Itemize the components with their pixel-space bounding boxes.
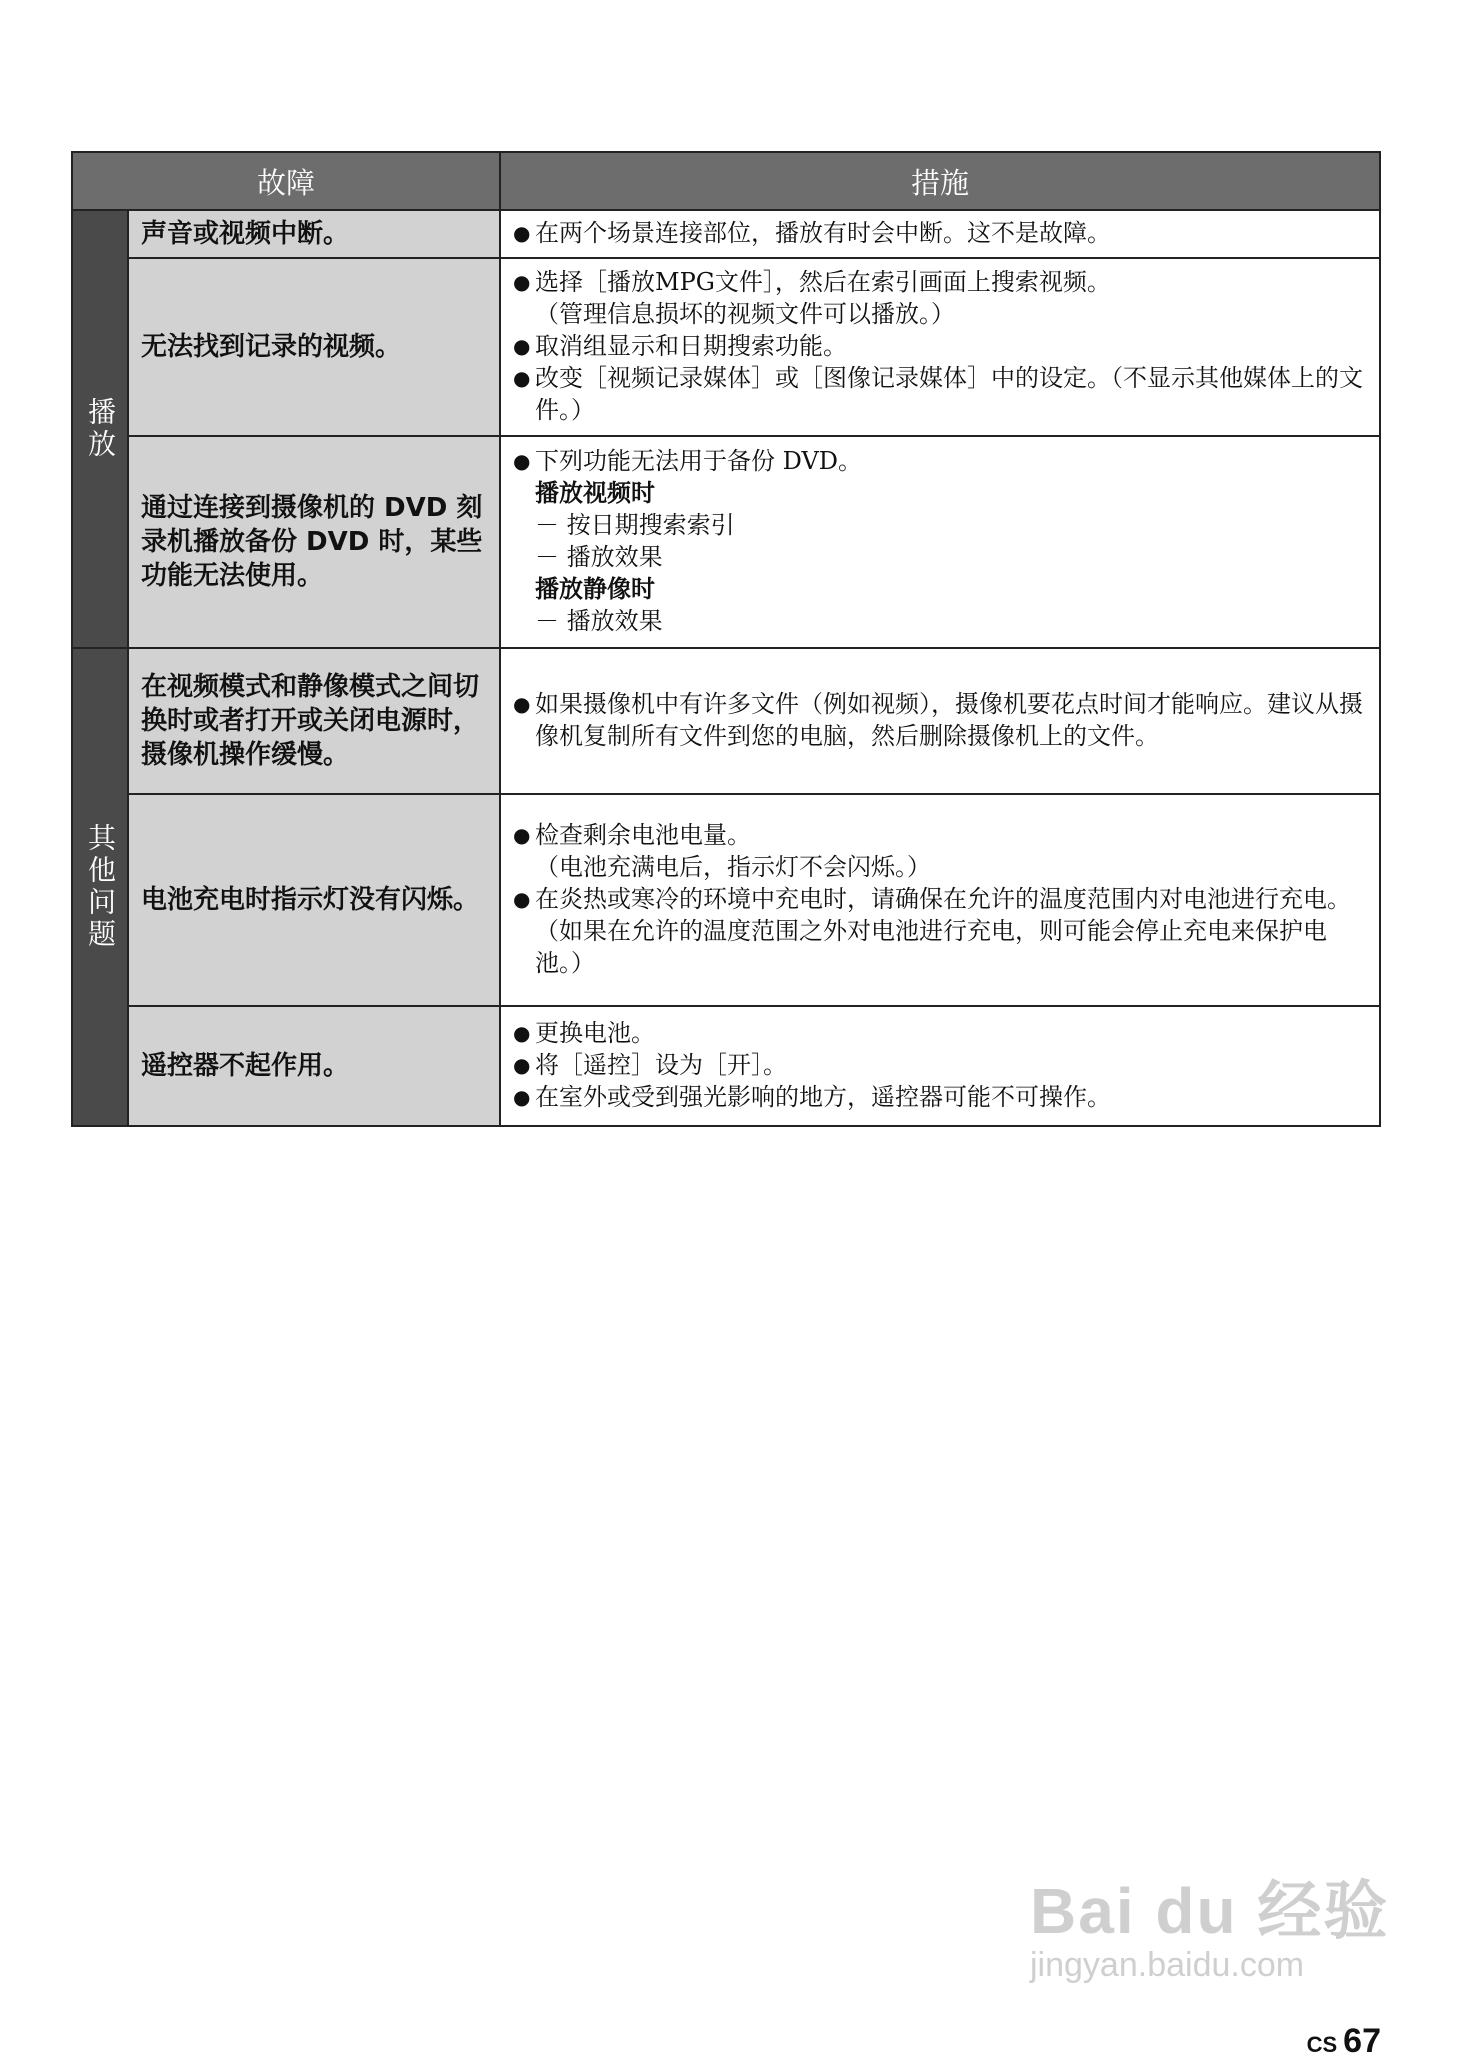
remedy-note: （管理信息损坏的视频文件可以播放。） [535,300,956,328]
category-other [72,648,128,1126]
remedy-subheading: 播放视频时 [535,479,656,507]
remedy-cell [500,648,1380,794]
table-row [72,648,1380,794]
remedy-text: 检查剩余电池电量。 [535,821,752,849]
troubleshooting-table [71,151,1381,1127]
bullet-icon: ● [513,221,531,245]
remedy-text: 选择［播放MPG文件］，然后在索引画面上搜索视频。 [535,268,1111,296]
remedy-cell [500,1006,1380,1126]
remedy-text: 取消组显示和日期搜索功能。 [535,332,848,360]
remedy-cell [500,436,1380,648]
watermark-url: jingyan.baidu.com [1030,1946,1305,1984]
remedy-text: 改变［视频记录媒体］或［图像记录媒体］中的设定。（不显示其他媒体上的文件。） [535,364,1364,424]
remedy-text: 在炎热或寒冷的环境中充电时，请确保在允许的温度范围内对电池进行充电。 [535,885,1352,913]
remedy-header: 措施 [500,152,1380,210]
remedy-item: － 按日期搜索索引 [535,511,735,539]
remedy-text: 在室外或受到强光影响的地方，遥控器可能不可操作。 [535,1083,1112,1111]
watermark [1030,1860,1389,1985]
bullet-icon: ● [513,1021,531,1045]
remedy-cell [500,258,1380,436]
remedy-cell [500,210,1380,258]
remedy-text: 下列功能无法用于备份 DVD。 [535,447,863,475]
remedy-subheading: 播放静像时 [535,575,656,603]
remedy-item: － 播放效果 [535,607,663,635]
remedy-item: － 播放效果 [535,543,663,571]
table-row [72,258,1380,436]
remedy-cell [500,794,1380,1006]
fault-cell: 电池充电时指示灯没有闪烁。 [128,794,500,1006]
fault-cell: 遥控器不起作用。 [128,1006,500,1126]
remedy-text: 在两个场景连接部位，播放有时会中断。这不是故障。 [535,219,1112,247]
language-code: CS [1306,2032,1338,2057]
bullet-icon: ● [513,366,531,390]
bullet-icon: ● [513,449,531,473]
category-label: 其他问题 [84,823,117,951]
fault-cell: 无法找到记录的视频。 [128,258,500,436]
watermark-brand: Bai du 经验 [1030,1875,1390,1947]
remedy-text: 如果摄像机中有许多文件（例如视频），摄像机要花点时间才能响应。建议从摄像机复制所有文件到您的电脑，然后删除摄像机上的文件。 [535,690,1364,750]
table-row [72,436,1380,648]
bullet-icon: ● [513,823,531,847]
category-playback [72,210,128,648]
table-row [72,210,1380,258]
remedy-text: 将［遥控］设为［开］。 [535,1051,788,1079]
bullet-icon: ● [513,692,531,716]
bullet-icon: ● [513,334,531,358]
fault-cell: 在视频模式和静像模式之间切换时或者打开或关闭电源时，摄像机操作缓慢。 [128,648,500,794]
category-label: 播放 [84,397,117,461]
bullet-icon: ● [513,887,531,911]
remedy-note: （电池充满电后，指示灯不会闪烁。） [535,853,932,881]
table-header [72,152,1380,210]
page-footer [1307,2022,1381,2061]
fault-cell: 通过连接到摄像机的 DVD 刻录机播放备份 DVD 时，某些功能无法使用。 [128,436,500,648]
remedy-text: 更换电池。 [535,1019,656,1047]
remedy-note: （如果在允许的温度范围之外对电池进行充电，则可能会停止充电来保护电池。） [535,917,1328,977]
bullet-icon: ● [513,1053,531,1077]
fault-cell: 声音或视频中断。 [128,210,500,258]
fault-header: 故障 [72,152,500,210]
bullet-icon: ● [513,270,531,294]
page-number: 67 [1343,2022,1381,2060]
table-row [72,794,1380,1006]
bullet-icon: ● [513,1085,531,1109]
table-row [72,1006,1380,1126]
